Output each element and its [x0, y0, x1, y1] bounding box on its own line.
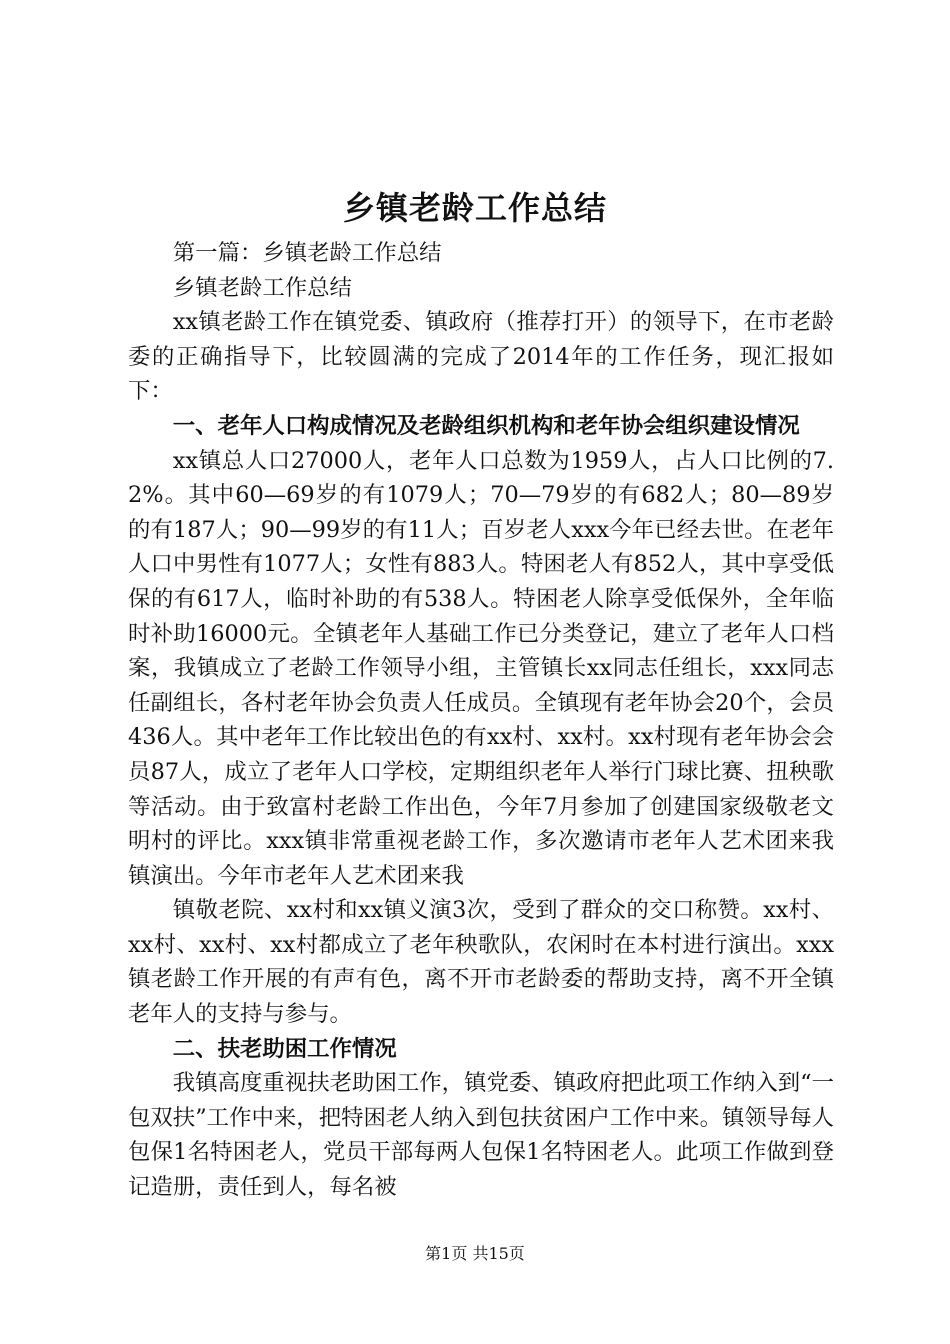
paragraph-5: 镇敬老院、xx村和xx镇义演3次，受到了群众的交口称赞。xx村、xx村、xx村、xx村都成立了老年秧歌队，农闲时在本村进行演出。xxx镇老龄工作开展的有声有色，离不开市老龄委的帮助支持，离不开全镇老年人的支持与参与。 [128, 897, 834, 1028]
paragraph-6: 我镇高度重视扶老助困工作，镇党委、镇政府把此项工作纳入到“一包双扶”工作中来，把特困老人纳入到包扶贫困户工作中来。镇领导每人包保1名特困老人，党员干部每两人包保1名特困老人。此项工作做到登记造册，责任到人，每名被 [128, 1070, 834, 1201]
paragraph-4: xx镇总人口27000人，老年人口总数为1959人，占人口比例的7.2%。其中60—69岁的有1079人；70—79岁的有682人；80—89岁的有187人；90—99岁的有11人；百岁老人xxx今年已经去世。在老年人口中男性有1077人；女性有883人。特困老人有852人，其中享受低保的有617人，临时补助的有538人。特困老人除享受低保外，全年临时补助16000元。全镇老年人基础工作已分类登记，建立了老年人口档案，我镇成立了老龄工作领导小组，主管镇长xx同志任组长，xxx同志任副组长，各村老年协会负责人任成员。全镇现有老年协会20个，会员436人。其中老年工作比较出色的有xx村、xx村。xx村现有老年协会会员87人，成立了老年人口学校，定期组织老年人举行门球比赛、扭秧歌等活动。由于致富村老龄工作出色，今年7月参加了创建国家级敬老文明村的评比。xxx镇非常重视老龄工作，多次邀请市老年人艺术团来我镇演出。今年市老年人艺术团来我 [128, 447, 834, 889]
page-footer: 第1页 共15页 [425, 1244, 525, 1263]
document-body [128, 236, 834, 1205]
document-title: 乡镇老龄工作总结 [342, 189, 607, 227]
section-heading-2: 二、扶老助困工作情况 [172, 1035, 397, 1062]
paragraph-2: 乡镇老龄工作总结 [172, 274, 352, 301]
paragraph-1: 第一篇：乡镇老龄工作总结 [172, 240, 442, 266]
section-heading-1: 一、老年人口构成情况及老龄组织机构和老年协会组织建设情况 [172, 412, 800, 439]
paragraph-3: xx镇老龄工作在镇党委、镇政府（推荐打开）的领导下，在市老龄委的正确指导下，比较圆满的完成了2014年的工作任务，现汇报如下： [128, 309, 834, 405]
